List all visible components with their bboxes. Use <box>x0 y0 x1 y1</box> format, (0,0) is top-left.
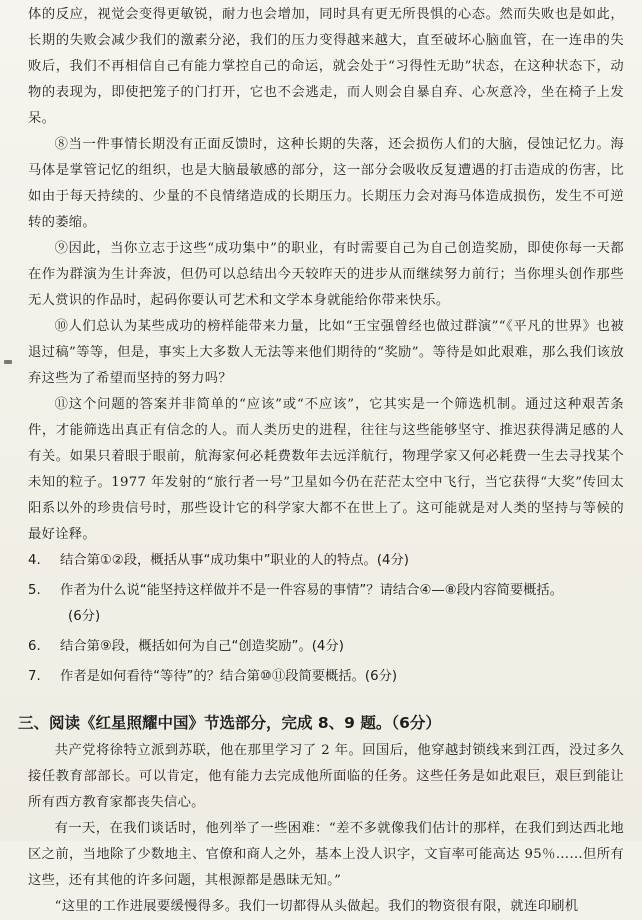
paragraph-9: ⑨因此，当你立志于这些“成功集中”的职业，有时需要自己为自己创造奖励，即使你每一天都在作为群演为生计奔波，但仍可以总结出今天较昨天的进步从而继续努力前行；当你埋头创作那些无人赏识的作品时，起码你要认可艺术和文学本身就能给你带来快乐。 <box>28 241 624 308</box>
reading-paragraph-1: 共产党将徐特立派到苏联，他在那里学习了 2 年。回国后，他穿越封锁线来到江西，没过多久接任教育部部长。可以肯定，他有能力去完成他所面临的任务。这些任务是如此艰巨，艰巨到能让所有西方教育家都丧失信心。 <box>28 743 624 810</box>
paragraph-11: ⑪这个问题的答案并非简单的“应该”或“不应该”，它其实是一个筛选机制。通过这种艰苦条件，才能筛选出真正有信念的人。而人类历史的进程，往往与这些能够坚守、推迟获得满足感的人有关。如果只着眼于眼前，航海家何必耗费数年去远洋航行，物理学家又何必耗费一生去寻找某个未知的粒子。1977 年发射的“旅行者一号”卫星如今仍在茫茫太空中飞行，当它获得“大奖”传回太阳系以外的珍贵信号时，那些设计它的科学家大都不在世上了。这可能就是对人类的坚持与等候的最好诠释。 <box>28 397 624 542</box>
reading-paragraph-3: “这里的工作进展要缓慢得多。我们一切都得从头做起。我们的物资很有限，就连印刷机 <box>54 899 579 914</box>
question-6 <box>28 634 624 660</box>
question-7 <box>28 664 624 690</box>
reading-paragraph-2: 有一天，在我们谈话时，他列举了一些困难：“差不多就像我们估计的那样，在我们到达西北地区之前，当地除了少数地主、官僚和商人之外，基本上没人识字，文盲率可能高达 95％……但所有这些，还有其他的许多问题，其根源都是愚昧无知。” <box>28 821 624 888</box>
paragraph-continuation: 体的反应，视觉会变得更敏锐，耐力也会增加，同时具有更无所畏惧的心态。然而失败也是如此，长期的失败会减少我们的激素分泌，我们的压力变得越来越大，直至破坏心脑血管，在一连串的失败后，我们不再相信自己有能力掌控自己的命运，就会处于“习得性无助”状态，在这种状态下，动物的表现为，即使把笼子的门打开，它也不会逃走，而人则会自暴自弃、心灰意冷，坐在椅子上发呆。 <box>28 7 624 126</box>
question-5-points: (6分) <box>68 609 101 624</box>
question-number: 4. <box>28 553 41 568</box>
paragraph-10: ⑩人们总认为某些成功的榜样能带来力量，比如“王宝强曾经也做过群演”“《平凡的世界》也被退过稿”等等，但是，事实上大多数人无法等来他们期待的“奖励”。等待是如此艰难，那么我们该放弃这些为了希望而坚持的努力吗？ <box>28 319 624 386</box>
question-number: 6. <box>28 639 41 654</box>
question-text: 结合第⑨段，概括如何为自己“创造奖励”。(4分) <box>60 639 344 654</box>
question-text: 结合第①②段，概括从事“成功集中”职业的人的特点。(4分) <box>60 553 409 568</box>
question-5 <box>28 578 624 604</box>
paragraph-8: ⑧当一件事情长期没有正面反馈时，这种长期的失落，还会损伤人们的大脑，侵蚀记忆力。海马体是掌管记忆的组织，也是大脑最敏感的部分，这一部分会吸收反复遭遇的打击造成的伤害，比如由于每天持续的、少量的不良情绪造成的长期压力。长期压力会对海马体造成损伤，发生不可逆转的萎缩。 <box>28 137 624 230</box>
binding-mark <box>4 360 12 364</box>
section-3-title: 三、阅读《红星照耀中国》节选部分，完成 8、9 题。（6分） <box>18 714 441 732</box>
question-4 <box>28 548 624 574</box>
question-number: 5. <box>28 583 41 598</box>
question-text: 作者为什么说“能坚持这样做并不是一件容易的事情”？请结合④—⑧段内容简要概括。 <box>60 583 564 598</box>
question-number: 7. <box>28 669 41 684</box>
page-content <box>18 2 624 920</box>
question-text: 作者是如何看待“等待”的？结合第⑩⑪段简要概括。(6分) <box>60 669 398 684</box>
